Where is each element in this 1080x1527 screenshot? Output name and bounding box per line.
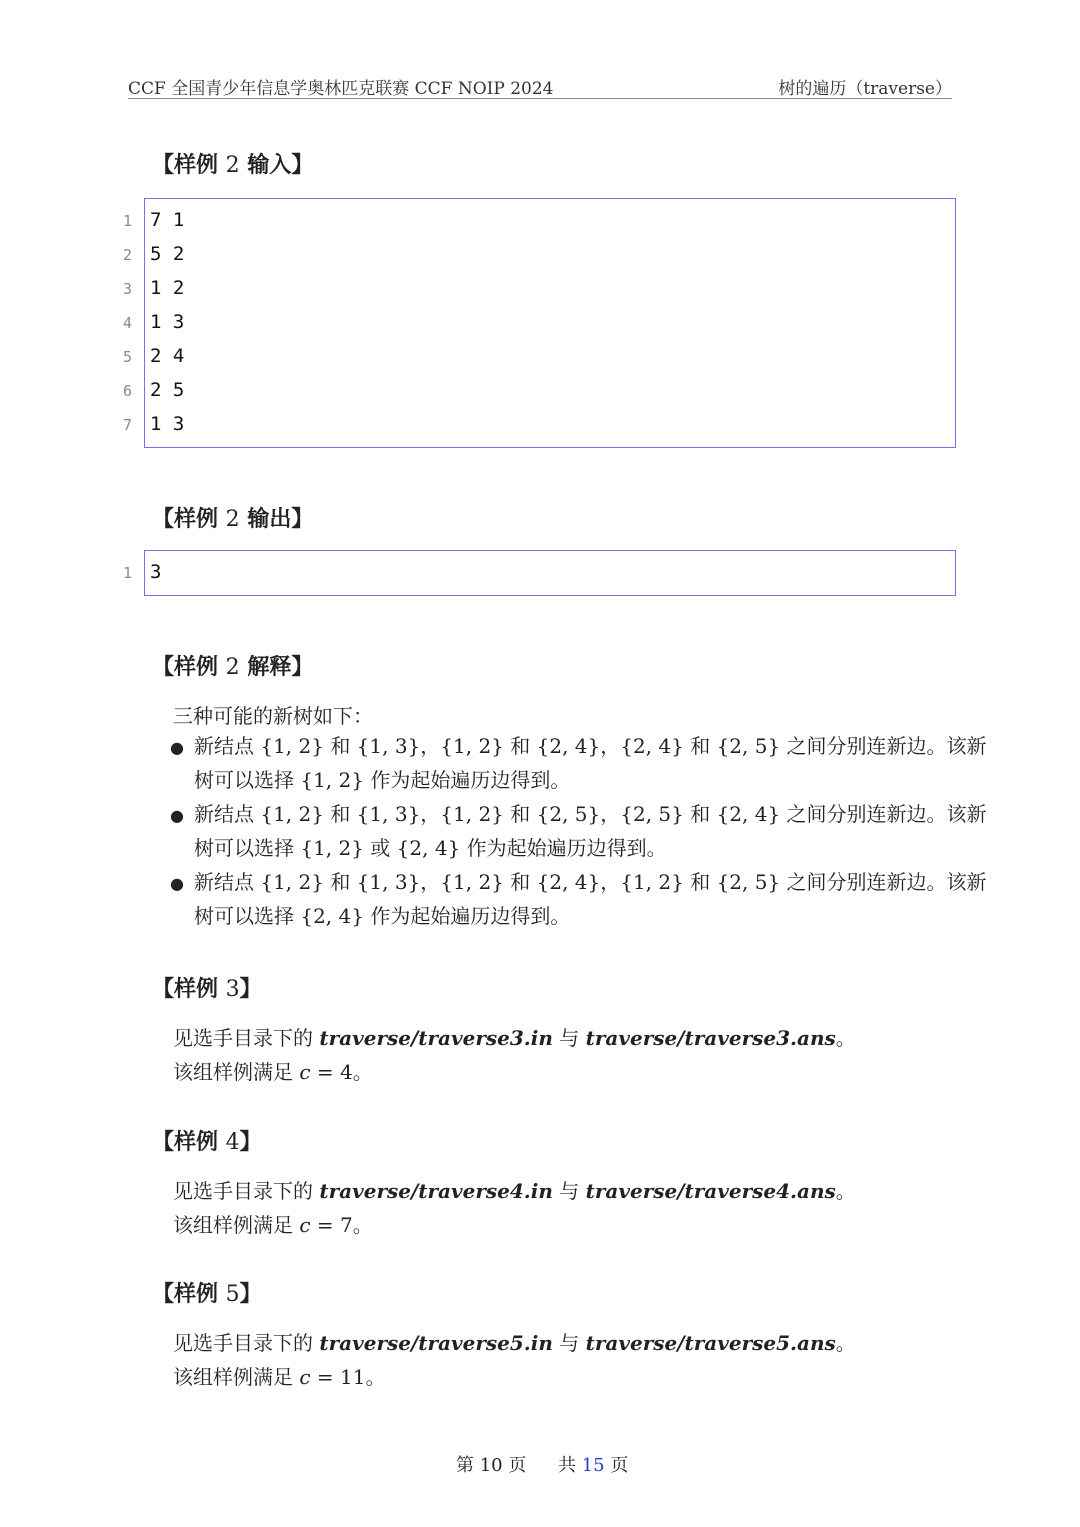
explain-item xyxy=(194,865,987,933)
code-line: 2 5 xyxy=(150,379,185,401)
code-line: 1 3 xyxy=(150,311,185,333)
heading-suffix: 】 xyxy=(239,976,262,1002)
heading-suffix: 】 xyxy=(239,1129,262,1155)
line-number: 1 xyxy=(122,564,132,582)
page-number-suffix: 页 xyxy=(502,1455,527,1476)
header-problem-title: 树的遍历（traverse） xyxy=(778,79,952,99)
condition-value: = 11。 xyxy=(310,1365,386,1389)
bullet-icon: ● xyxy=(170,738,184,757)
condition-variable: c xyxy=(299,1060,311,1084)
code-line: 1 2 xyxy=(150,277,185,299)
heading-prefix: 【样例 xyxy=(152,506,226,532)
condition-value: = 4。 xyxy=(310,1060,373,1084)
header-contest-title: CCF 全国青少年信息学奥林匹克联赛 CCF NOIP 2024 xyxy=(128,79,554,99)
heading-prefix: 【样例 xyxy=(152,976,226,1002)
line-number: 4 xyxy=(122,314,132,332)
page-total-link[interactable]: 15 xyxy=(581,1455,605,1476)
code-line: 1 3 xyxy=(150,413,185,435)
explain-item-line: 树可以选择 {1, 2} 或 {2, 4} 作为起始遍历边得到。 xyxy=(194,836,667,860)
input-file-path: traverse/traverse4.in xyxy=(319,1179,553,1203)
sample4-heading xyxy=(152,1125,262,1156)
heading-prefix: 【样例 xyxy=(152,654,226,680)
file-line-end: 。 xyxy=(835,1179,856,1203)
line-number: 2 xyxy=(122,246,132,264)
page-number xyxy=(456,1451,526,1477)
heading-suffix: 】 xyxy=(239,1281,262,1307)
heading-prefix: 【样例 xyxy=(152,1281,226,1307)
page-header xyxy=(128,72,952,99)
sample5-heading xyxy=(152,1277,262,1308)
heading-number: 3 xyxy=(225,977,240,1002)
heading-suffix: 输入】 xyxy=(239,152,314,178)
explain-item-line: 新结点 {1, 2} 和 {1, 3}，{1, 2} 和 {2, 5}，{2, 5} 和 {2, 4} 之间分别连新边。该新 xyxy=(194,802,987,826)
code-line: 2 4 xyxy=(150,345,185,367)
code-line: 7 1 xyxy=(150,209,185,231)
line-number: 5 xyxy=(122,348,132,366)
sample5-condition xyxy=(173,1361,385,1390)
code-line: 5 2 xyxy=(150,243,185,265)
sample2-output-code-box xyxy=(144,550,956,596)
input-file-path: traverse/traverse5.in xyxy=(319,1331,553,1355)
input-file-path: traverse/traverse3.in xyxy=(319,1026,553,1050)
file-line-conjunction: 与 xyxy=(552,1179,586,1203)
explain-item xyxy=(194,797,987,865)
file-line-prefix: 见选手目录下的 xyxy=(173,1026,320,1050)
condition-prefix: 该组样例满足 xyxy=(173,1365,300,1389)
explain-item-line: 新结点 {1, 2} 和 {1, 3}，{1, 2} 和 {2, 4}，{2, 4} 和 {2, 5} 之间分别连新边。该新 xyxy=(194,734,987,758)
bullet-icon: ● xyxy=(170,874,184,893)
line-number: 6 xyxy=(122,382,132,400)
heading-number: 5 xyxy=(225,1282,240,1307)
page-total-prefix: 共 xyxy=(558,1455,582,1476)
file-line-conjunction: 与 xyxy=(552,1026,586,1050)
sample5-file-line xyxy=(173,1327,856,1356)
bullet-icon: ● xyxy=(170,806,184,825)
heading-prefix: 【样例 xyxy=(152,1129,226,1155)
page-total xyxy=(558,1451,628,1477)
sample3-condition xyxy=(173,1056,373,1085)
page-number-value: 10 xyxy=(479,1455,503,1476)
sample4-condition xyxy=(173,1209,373,1238)
heading-number: 2 xyxy=(225,507,240,532)
file-line-prefix: 见选手目录下的 xyxy=(173,1179,320,1203)
sample4-file-line xyxy=(173,1175,856,1204)
line-number: 3 xyxy=(122,280,132,298)
sample2-input-heading xyxy=(152,148,313,179)
heading-suffix: 解释】 xyxy=(239,654,314,680)
sample2-input-code-box xyxy=(144,198,956,448)
file-line-end: 。 xyxy=(835,1331,856,1355)
answer-file-path: traverse/traverse4.ans xyxy=(585,1179,836,1203)
explain-item-line: 新结点 {1, 2} 和 {1, 3}，{1, 2} 和 {2, 4}，{1, 2} 和 {2, 5} 之间分别连新边。该新 xyxy=(194,870,987,894)
sample2-explain-heading xyxy=(152,650,313,681)
condition-prefix: 该组样例满足 xyxy=(173,1213,300,1237)
page-number-prefix: 第 xyxy=(456,1455,480,1476)
sample2-output-heading xyxy=(152,502,313,533)
answer-file-path: traverse/traverse5.ans xyxy=(585,1331,836,1355)
heading-number: 2 xyxy=(225,655,240,680)
file-line-conjunction: 与 xyxy=(552,1331,586,1355)
condition-variable: c xyxy=(299,1213,311,1237)
explain-intro: 三种可能的新树如下： xyxy=(173,704,373,728)
heading-number: 4 xyxy=(225,1130,240,1155)
condition-variable: c xyxy=(299,1365,311,1389)
line-number: 1 xyxy=(122,212,132,230)
code-line: 3 xyxy=(150,561,162,583)
explain-item-line: 树可以选择 {2, 4} 作为起始遍历边得到。 xyxy=(194,904,571,928)
explain-item xyxy=(194,729,987,797)
file-line-prefix: 见选手目录下的 xyxy=(173,1331,320,1355)
heading-number: 2 xyxy=(225,153,240,178)
heading-prefix: 【样例 xyxy=(152,152,226,178)
answer-file-path: traverse/traverse3.ans xyxy=(585,1026,836,1050)
line-number: 7 xyxy=(122,416,132,434)
explain-item-line: 树可以选择 {1, 2} 作为起始遍历边得到。 xyxy=(194,768,571,792)
sample3-heading xyxy=(152,972,262,1003)
sample3-file-line xyxy=(173,1022,856,1051)
file-line-end: 。 xyxy=(835,1026,856,1050)
condition-prefix: 该组样例满足 xyxy=(173,1060,300,1084)
condition-value: = 7。 xyxy=(310,1213,373,1237)
page-total-suffix: 页 xyxy=(604,1455,629,1476)
heading-suffix: 输出】 xyxy=(239,506,314,532)
